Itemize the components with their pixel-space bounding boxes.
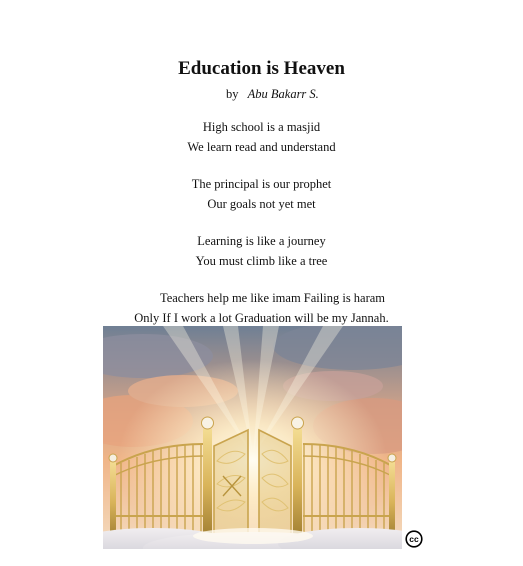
by-label: by [226,87,239,101]
poem-line: The principal is our prophet [191,177,332,191]
poem-line: We learn read and understand [187,140,336,154]
byline [226,86,319,102]
poem-line: You must climb like a tree [195,254,328,268]
poem-line: Teachers help me like imam Failing is haram [159,291,386,305]
stanza-4 [0,288,523,328]
right-gate-door [259,430,291,540]
poem-line: Only If I work a lot Graduation will be my Jannah. [134,311,389,325]
stanza-2 [0,174,523,214]
author-name: Abu Bakarr S. [247,87,319,101]
stanza-3 [0,231,523,271]
poem-title: Education is Heaven [178,58,345,79]
poem-line: Learning is like a journey [197,234,326,248]
stanza-1 [0,117,523,157]
poem-line: Our goals not yet met [207,197,316,211]
poem-line: High school is a masjid [202,120,321,134]
ground-clouds [103,528,402,549]
left-gate-door [214,430,248,540]
heaven-gates-illustration [103,326,402,549]
creative-commons-icon [405,530,423,548]
cc-text: cc [409,534,419,545]
gates-image [103,326,402,549]
